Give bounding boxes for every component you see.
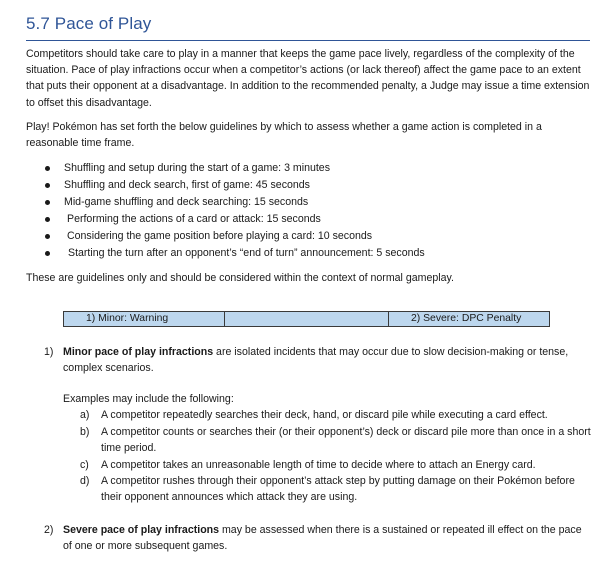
- example-letter: b): [80, 426, 90, 438]
- item-number: 1): [44, 346, 54, 358]
- severe-infraction-description: [63, 522, 588, 554]
- example-letter: c): [80, 459, 89, 471]
- guidelines-intro-paragraph: Play! Pokémon has set forth the below guidelines by which to assess whether a game action is completed in a reasonable time frame.: [26, 121, 542, 150]
- list-item: [42, 211, 425, 228]
- guideline-text: Mid-game shuffling and deck searching: 15 seconds: [64, 196, 309, 208]
- guideline-text: Considering the game position before playing a card: 10 seconds: [67, 230, 373, 242]
- bullet-icon: [45, 217, 50, 222]
- bullet-icon: [45, 183, 50, 188]
- bullet-icon: [45, 251, 50, 256]
- minor-infraction-term: Minor pace of play infractions: [63, 346, 214, 358]
- severe-infraction-term: Severe pace of play infractions: [63, 524, 220, 536]
- minor-infraction-description: [63, 344, 588, 376]
- example-text: A competitor repeatedly searches their deck, hand, or discard pile while executing a card effect.: [101, 409, 548, 421]
- bullet-icon: [45, 166, 50, 171]
- guideline-text: Shuffling and deck search, first of game: 45 seconds: [64, 179, 310, 191]
- penalty-severe-cell: 2) Severe: DPC Penalty: [411, 313, 522, 324]
- examples-intro: Examples may include the following:: [63, 393, 234, 405]
- list-item: [42, 160, 425, 177]
- example-text: A competitor counts or searches their (or their opponent’s) deck or discard pile more than once in a short time period.: [101, 426, 591, 455]
- guideline-text: Shuffling and setup during the start of a game: 3 minutes: [64, 162, 330, 174]
- time-guidelines-list: [42, 160, 425, 262]
- example-letter: a): [80, 409, 90, 421]
- heading-underline: [26, 40, 590, 41]
- list-item: [42, 228, 425, 245]
- guideline-text: Starting the turn after an opponent’s “end of turn” announcement: 5 seconds: [68, 247, 425, 259]
- list-item: [42, 245, 425, 262]
- severe-infraction-text: may be assessed when there is a sustained or repeated ill effect on the pace of one or more subsequent games.: [63, 524, 582, 553]
- intro-paragraph: Competitors should take care to play in a manner that keeps the game pace lively, regardless of the complexity of the situation. Pace of play infractions occur when a competitor’s actions (or lack thereof) affect the game pace to an extent that puts their opponent at a disadvantage. In addition to the recommended penalty, a Judge may issue a time extension to offset this disadvantage.: [26, 48, 590, 109]
- penalty-scale-bar: [63, 311, 550, 327]
- example-text: A competitor takes an unreasonable length of time to decide where to attach an Energy card.: [101, 459, 536, 471]
- penalty-minor-cell: 1) Minor: Warning: [64, 312, 225, 326]
- penalty-middle-cell: [225, 312, 389, 326]
- list-item: [42, 177, 425, 194]
- item-number: 2): [44, 524, 54, 536]
- guidelines-note: These are guidelines only and should be considered within the context of normal gameplay.: [26, 272, 454, 284]
- bullet-icon: [45, 234, 50, 239]
- guideline-text: Performing the actions of a card or attack: 15 seconds: [67, 213, 321, 225]
- example-text: A competitor rushes through their opponent’s attack step by putting damage on their Pokémon before their opponent announces which attack they are using.: [101, 475, 575, 504]
- minor-infraction-text: are isolated incidents that may occur due to slow decision-making or tense, complex scenarios.: [63, 346, 569, 375]
- bullet-icon: [45, 200, 50, 205]
- section-heading: 5.7 Pace of Play: [26, 14, 152, 33]
- list-item: [42, 194, 425, 211]
- example-letter: d): [80, 475, 90, 487]
